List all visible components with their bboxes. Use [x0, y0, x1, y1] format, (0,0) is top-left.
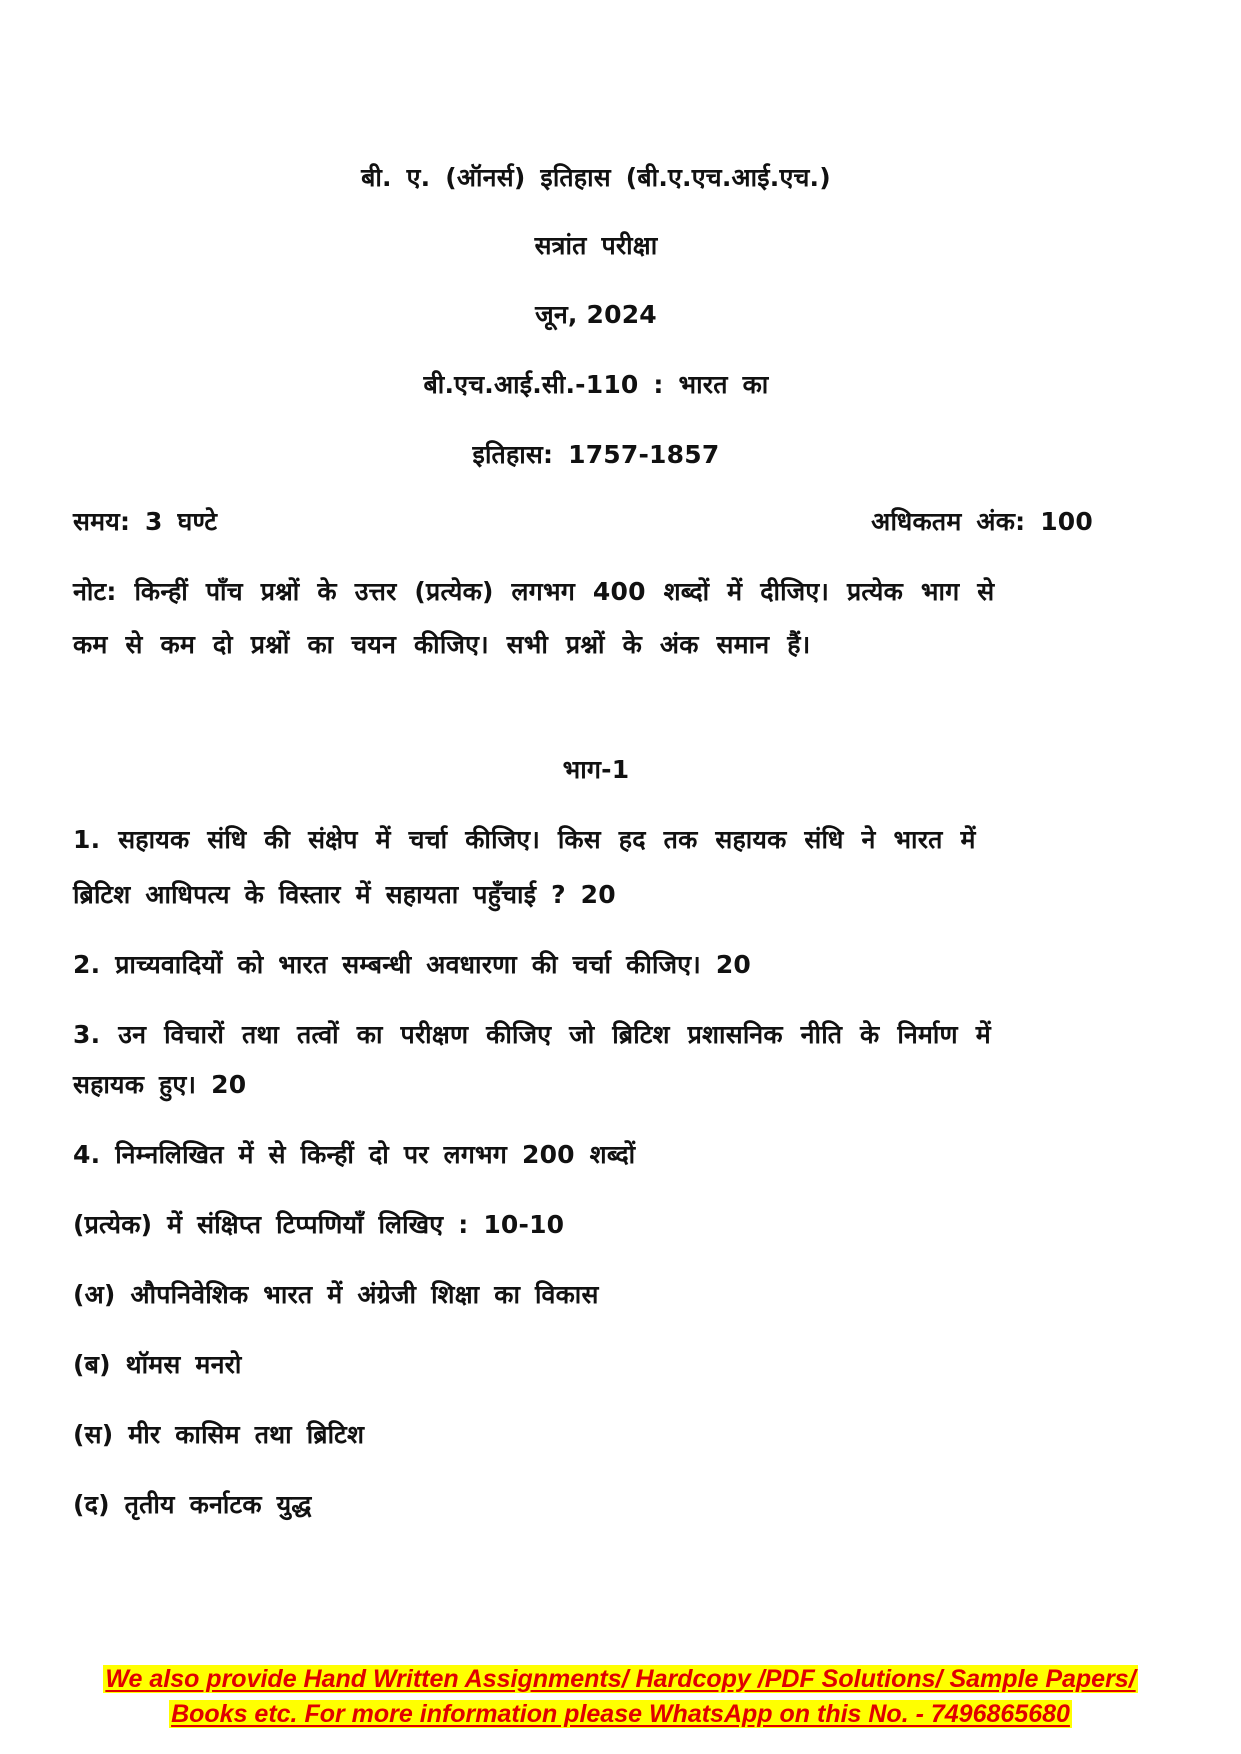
- maximum-marks: अधिकतम अंक: 100: [871, 507, 1093, 536]
- promo-footer-line-1: [0, 1662, 1241, 1696]
- exam-type: सत्रांत परीक्षा: [534, 231, 658, 260]
- program-title: बी. ए. (ऑनर्स) इतिहास (बी.ए.एच.आई.एच.): [361, 163, 831, 192]
- question-3-line-1: 3. उन विचारों तथा तत्वों का परीक्षण कीजिए जो ब्रिटिश प्रशासनिक नीति के निर्माण में: [73, 1020, 991, 1049]
- section-title: भाग-1: [562, 755, 630, 784]
- question-2-line-1: 2. प्राच्यवादियों को भारत सम्बन्धी अवधारणा की चर्चा कीजिए। 20: [73, 950, 752, 979]
- time-marks-row: [73, 504, 1093, 540]
- question-1-line-1: 1. सहायक संधि की संक्षेप में चर्चा कीजिए। किस हद तक सहायक संधि ने भारत में: [73, 825, 976, 854]
- question-4-option-b: (ब) थॉमस मनरो: [73, 1350, 242, 1379]
- question-4-line-2: (प्रत्येक) में संक्षिप्त टिप्पणियाँ लिखिए : 10-10: [73, 1210, 565, 1239]
- question-4-option-d: (द) तृतीय कर्नाटक युद्ध: [73, 1490, 312, 1519]
- question-4-line-1: 4. निम्नलिखित में से किन्हीं दो पर लगभग 200 शब्दों: [73, 1140, 636, 1169]
- question-4-option-a: (अ) औपनिवेशिक भारत में अंग्रेजी शिक्षा का विकास: [73, 1280, 599, 1309]
- course-code: बी.एच.आई.सी.-110 : भारत का: [423, 370, 769, 399]
- promo-footer-line-2: [0, 1697, 1241, 1731]
- promo-text-2: Books etc. For more information please WhatsApp on this No. - 7496865680: [171, 1700, 1070, 1728]
- question-4-option-c: (स) मीर कासिम तथा ब्रिटिश: [73, 1420, 365, 1449]
- question-1-line-2: ब्रिटिश आधिपत्य के विस्तार में सहायता पहुँचाई ? 20: [73, 880, 616, 909]
- time-allowed: समय: 3 घण्टे: [73, 507, 218, 536]
- note-line-1: नोट: किन्हीं पाँच प्रश्नों के उत्तर (प्रत्येक) लगभग 400 शब्दों में दीजिए। प्रत्येक भाग से: [73, 577, 995, 606]
- promo-text-1: We also provide Hand Written Assignments/ Hardcopy /PDF Solutions/ Sample Papers/: [105, 1665, 1136, 1693]
- exam-session: जून, 2024: [535, 300, 657, 329]
- question-3-line-2: सहायक हुए। 20: [73, 1070, 247, 1099]
- course-title: इतिहास: 1757-1857: [472, 440, 720, 469]
- note-line-2: कम से कम दो प्रश्नों का चयन कीजिए। सभी प्रश्नों के अंक समान हैं।: [73, 630, 811, 659]
